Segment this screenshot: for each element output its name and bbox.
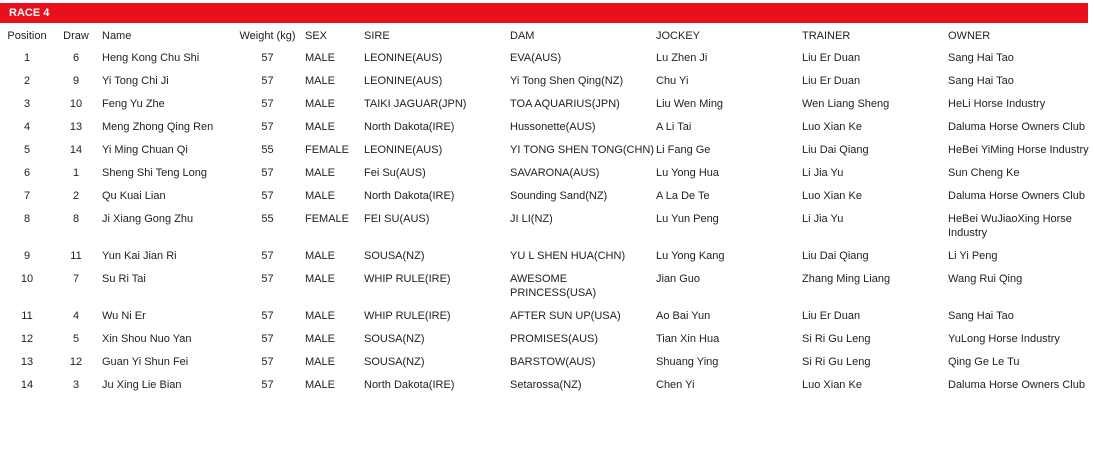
column-header-sex: SEX [305, 30, 328, 42]
cell-sire: SOUSA(NZ) [364, 250, 425, 262]
table-row [0, 350, 1094, 373]
cell-sex: MALE [305, 379, 335, 391]
cell-trainer: Liu Dai Qiang [802, 144, 869, 156]
cell-jockey: Lu Yong Kang [656, 250, 725, 262]
cell-trainer: Liu Er Duan [802, 310, 861, 322]
cell-sex: MALE [305, 190, 335, 202]
cell-trainer: Luo Xian Ke [802, 379, 862, 391]
cell-jockey: Lu Zhen Ji [656, 52, 708, 64]
cell-owner: Wang Rui Qing [948, 273, 1023, 285]
cell-dam: Hussonette(AUS) [510, 121, 596, 133]
cell-weight: 57 [261, 52, 274, 64]
cell-sex: MALE [305, 273, 335, 285]
cell-trainer: Si Ri Gu Leng [802, 333, 871, 345]
cell-owner: Sang Hai Tao [948, 310, 1014, 322]
table-row [0, 184, 1094, 207]
cell-dam: EVA(AUS) [510, 52, 562, 64]
cell-draw: 9 [72, 75, 80, 87]
cell-position: 1 [23, 52, 31, 64]
cell-sex: MALE [305, 167, 335, 179]
cell-draw: 12 [69, 356, 83, 368]
cell-weight: 57 [261, 190, 274, 202]
cell-dam: AWESOME PRINCESS(USA) [510, 273, 597, 299]
cell-draw: 7 [72, 273, 80, 285]
cell-position: 3 [23, 98, 31, 110]
cell-draw: 2 [72, 190, 80, 202]
column-header-sire: SIRE [364, 30, 390, 42]
cell-draw: 13 [69, 121, 83, 133]
cell-sex: MALE [305, 52, 335, 64]
table-row [0, 244, 1094, 267]
cell-position: 14 [20, 379, 34, 391]
cell-jockey: Chu Yi [656, 75, 689, 87]
cell-trainer: Luo Xian Ke [802, 190, 862, 202]
cell-dam: Yi Tong Shen Qing(NZ) [510, 75, 624, 87]
cell-trainer: Si Ri Gu Leng [802, 356, 871, 368]
cell-draw: 3 [72, 379, 80, 391]
cell-dam: YU L SHEN HUA(CHN) [510, 250, 626, 262]
cell-weight: 57 [261, 379, 274, 391]
cell-sex: FEMALE [305, 213, 350, 225]
cell-position: 8 [23, 213, 31, 225]
cell-jockey: Li Fang Ge [656, 144, 711, 156]
column-header-weight: Weight (kg) [239, 30, 296, 42]
cell-trainer: Wen Liang Sheng [802, 98, 890, 110]
cell-jockey: Ao Bai Yun [656, 310, 711, 322]
cell-horse-name: Qu Kuai Lian [102, 190, 166, 202]
cell-owner: Sang Hai Tao [948, 52, 1014, 64]
cell-jockey: A Li Tai [656, 121, 692, 133]
cell-owner: YuLong Horse Industry [948, 333, 1060, 345]
cell-dam: AFTER SUN UP(USA) [510, 310, 621, 322]
cell-horse-name: Heng Kong Chu Shi [102, 52, 200, 64]
cell-sex: MALE [305, 333, 335, 345]
table-row [0, 207, 1094, 244]
table-row [0, 92, 1094, 115]
cell-owner: Li Yi Peng [948, 250, 998, 262]
cell-sire: WHIP RULE(IRE) [364, 273, 451, 285]
cell-jockey: Jian Guo [656, 273, 701, 285]
table-row [0, 373, 1094, 396]
cell-weight: 57 [261, 250, 274, 262]
cell-owner: Sang Hai Tao [948, 75, 1014, 87]
cell-trainer: Li Jia Yu [802, 213, 844, 225]
race-results-table [0, 26, 1094, 396]
table-row [0, 46, 1094, 69]
cell-dam: YI TONG SHEN TONG(CHN) [510, 144, 655, 156]
cell-horse-name: Meng Zhong Qing Ren [102, 121, 214, 133]
table-header-row [0, 26, 1094, 46]
cell-weight: 57 [261, 121, 274, 133]
cell-draw: 14 [69, 144, 83, 156]
cell-draw: 6 [72, 52, 80, 64]
cell-jockey: Shuang Ying [656, 356, 719, 368]
cell-owner: HeBei YiMing Horse Industry [948, 144, 1089, 156]
cell-horse-name: Feng Yu Zhe [102, 98, 165, 110]
cell-jockey: Lu Yun Peng [656, 213, 719, 225]
column-header-position: Position [7, 30, 47, 42]
cell-sex: FEMALE [305, 144, 350, 156]
cell-sire: SOUSA(NZ) [364, 333, 425, 345]
cell-position: 13 [20, 356, 34, 368]
cell-sex: MALE [305, 310, 335, 322]
cell-horse-name: Wu Ni Er [102, 310, 146, 322]
column-header-owner: OWNER [948, 30, 991, 42]
cell-horse-name: Ji Xiang Gong Zhu [102, 213, 194, 225]
cell-jockey: Tian Xin Hua [656, 333, 720, 345]
cell-sire: North Dakota(IRE) [364, 190, 455, 202]
cell-dam: Sounding Sand(NZ) [510, 190, 608, 202]
cell-owner: HeLi Horse Industry [948, 98, 1046, 110]
cell-position: 4 [23, 121, 31, 133]
cell-weight: 55 [261, 213, 274, 225]
cell-weight: 57 [261, 273, 274, 285]
cell-sire: SOUSA(NZ) [364, 356, 425, 368]
cell-position: 2 [23, 75, 31, 87]
cell-weight: 55 [261, 144, 274, 156]
cell-horse-name: Yi Ming Chuan Qi [102, 144, 188, 156]
cell-trainer: Li Jia Yu [802, 167, 844, 179]
cell-horse-name: Yun Kai Jian Ri [102, 250, 177, 262]
cell-sire: WHIP RULE(IRE) [364, 310, 451, 322]
cell-horse-name: Ju Xing Lie Bian [102, 379, 182, 391]
cell-draw: 10 [69, 98, 83, 110]
cell-dam: SAVARONA(AUS) [510, 167, 600, 179]
table-row [0, 115, 1094, 138]
cell-sex: MALE [305, 121, 335, 133]
cell-owner: Sun Cheng Ke [948, 167, 1020, 179]
cell-weight: 57 [261, 167, 274, 179]
cell-draw: 1 [72, 167, 80, 179]
table-row [0, 267, 1094, 304]
cell-owner: Daluma Horse Owners Club [948, 121, 1085, 133]
cell-dam: JI LI(NZ) [510, 213, 553, 225]
cell-position: 10 [20, 273, 34, 285]
cell-sire: FEI SU(AUS) [364, 213, 430, 225]
cell-weight: 57 [261, 98, 274, 110]
cell-sire: LEONINE(AUS) [364, 144, 443, 156]
cell-jockey: Lu Yong Hua [656, 167, 720, 179]
cell-position: 9 [23, 250, 31, 262]
cell-sire: TAIKI JAGUAR(JPN) [364, 98, 467, 110]
cell-position: 6 [23, 167, 31, 179]
cell-draw: 4 [72, 310, 80, 322]
cell-position: 11 [21, 310, 33, 322]
cell-jockey: Chen Yi [656, 379, 695, 391]
cell-dam: BARSTOW(AUS) [510, 356, 596, 368]
cell-weight: 57 [261, 333, 274, 345]
cell-weight: 57 [261, 310, 274, 322]
cell-jockey: Liu Wen Ming [656, 98, 724, 110]
cell-trainer: Luo Xian Ke [802, 121, 862, 133]
cell-sex: MALE [305, 250, 335, 262]
cell-position: 7 [23, 190, 31, 202]
race-title-bar: RACE 4 [0, 3, 1088, 23]
cell-owner: HeBei WuJiaoXing Horse Industry [948, 213, 1072, 239]
cell-trainer: Zhang Ming Liang [802, 273, 891, 285]
cell-sire: Fei Su(AUS) [364, 167, 426, 179]
cell-horse-name: Xin Shou Nuo Yan [102, 333, 192, 345]
cell-draw: 11 [70, 250, 82, 262]
table-row [0, 138, 1094, 161]
cell-sex: MALE [305, 75, 335, 87]
cell-horse-name: Sheng Shi Teng Long [102, 167, 207, 179]
cell-weight: 57 [261, 75, 274, 87]
cell-draw: 5 [72, 333, 80, 345]
cell-owner: Daluma Horse Owners Club [948, 190, 1085, 202]
table-row [0, 161, 1094, 184]
column-header-trainer: TRAINER [802, 30, 851, 42]
cell-weight: 57 [261, 356, 274, 368]
cell-trainer: Liu Er Duan [802, 75, 861, 87]
cell-position: 12 [20, 333, 34, 345]
cell-position: 5 [23, 144, 31, 156]
cell-dam: PROMISES(AUS) [510, 333, 599, 345]
cell-sire: North Dakota(IRE) [364, 379, 455, 391]
cell-dam: TOA AQUARIUS(JPN) [510, 98, 620, 110]
cell-horse-name: Guan Yi Shun Fei [102, 356, 189, 368]
cell-draw: 8 [72, 213, 80, 225]
cell-sex: MALE [305, 356, 335, 368]
column-header-dam: DAM [510, 30, 535, 42]
cell-horse-name: Yi Tong Chi Ji [102, 75, 169, 87]
cell-owner: Qing Ge Le Tu [948, 356, 1020, 368]
cell-trainer: Liu Er Duan [802, 52, 861, 64]
cell-sex: MALE [305, 98, 335, 110]
table-row [0, 69, 1094, 92]
cell-trainer: Liu Dai Qiang [802, 250, 869, 262]
column-header-jockey: JOCKEY [656, 30, 701, 42]
cell-jockey: A La De Te [656, 190, 710, 202]
cell-sire: North Dakota(IRE) [364, 121, 455, 133]
table-row [0, 304, 1094, 327]
cell-sire: LEONINE(AUS) [364, 75, 443, 87]
column-header-draw: Draw [63, 30, 89, 42]
table-row [0, 327, 1094, 350]
cell-dam: Setarossa(NZ) [510, 379, 582, 391]
column-header-name: Name [102, 30, 132, 42]
cell-owner: Daluma Horse Owners Club [948, 379, 1085, 391]
cell-horse-name: Su Ri Tai [102, 273, 146, 285]
cell-sire: LEONINE(AUS) [364, 52, 443, 64]
